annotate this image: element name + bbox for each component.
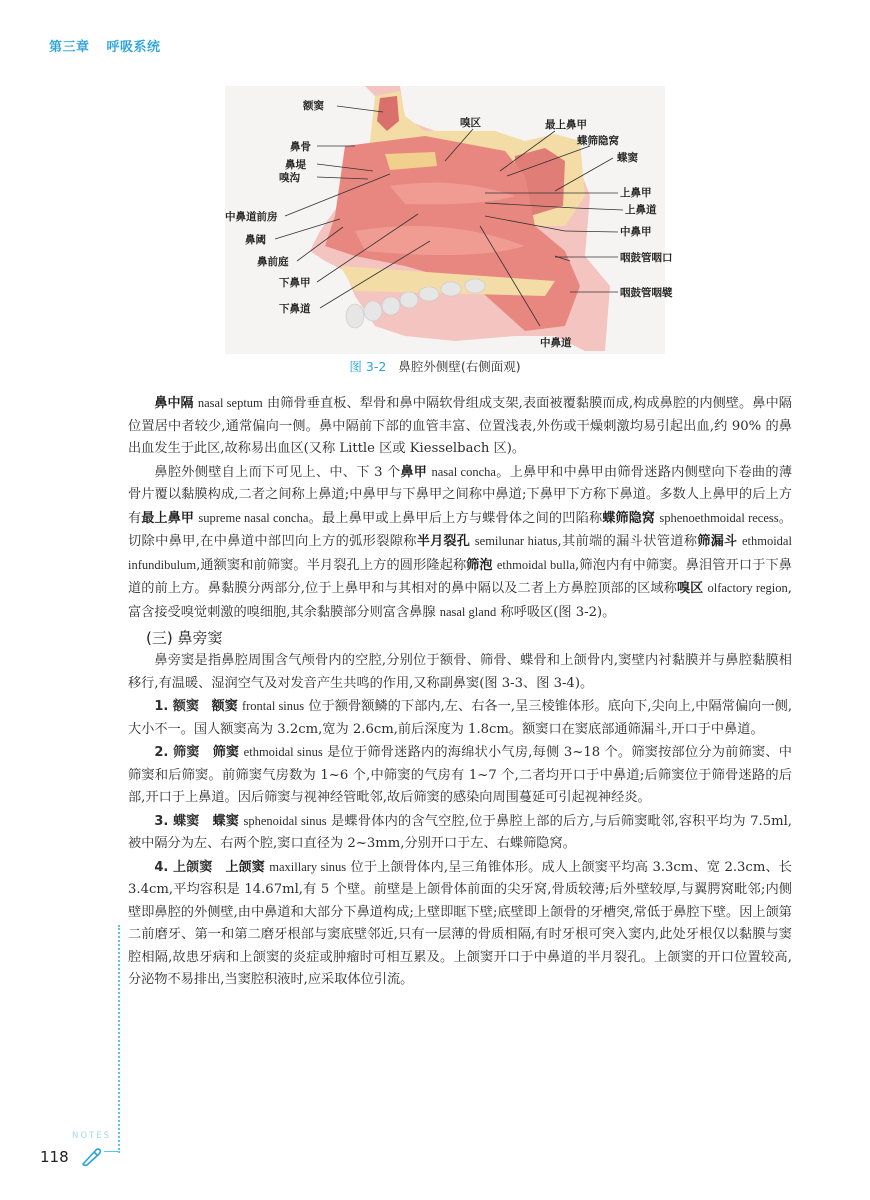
term: 鼻中隔 xyxy=(154,396,194,411)
term-en: nasal septum xyxy=(197,396,263,410)
label-supreme-concha: 最上鼻甲 xyxy=(545,119,587,131)
term: 蝶窦 xyxy=(212,813,240,829)
term: 半月裂孔 xyxy=(416,534,471,549)
section-heading: (三) 鼻旁窦 xyxy=(146,629,223,647)
paragraph-nasal-septum xyxy=(128,392,792,461)
paragraph-lateral-wall xyxy=(128,461,792,625)
notes-divider xyxy=(104,1151,120,1152)
item-maxillary-sinus xyxy=(128,856,792,992)
text-run: 。切除中鼻甲,在中鼻道中部凹向上方的弧形裂隙称 xyxy=(128,510,792,549)
figure-number: 图 3-2 xyxy=(349,359,387,374)
label-inferior-concha: 下鼻甲 xyxy=(279,277,311,289)
text-run: ,筛泡内有中筛窦。鼻泪管开口于下鼻道的前上方。鼻黏膜分两部分,位于上鼻甲和与其相对的鼻中隔以及二者上方鼻腔顶部的区域称 xyxy=(128,557,792,596)
item-frontal-sinus xyxy=(128,695,792,741)
label-atrium-middle-meatus: 中鼻道前房 xyxy=(225,211,278,223)
term-en: semilunar hiatus xyxy=(474,534,558,548)
chapter-title: 呼吸系统 xyxy=(106,40,161,55)
item-text: 是蝶骨体内的含气空腔,位于鼻腔上部的后方,与后筛窦毗邻,容积平均为 7.5ml,被中隔分为左、右两个腔,窦口直径为 2~3mm,分别开口于左、右蝶筛隐窝。 xyxy=(128,813,792,851)
label-torus-tubarius: 咽鼓管咽襞 xyxy=(620,287,673,299)
nasal-cavity-figure xyxy=(225,86,673,354)
term: 上颌窦 xyxy=(225,859,265,875)
term-en: maxillary sinus xyxy=(269,859,347,874)
item-ethmoidal-sinus xyxy=(128,741,792,810)
term-en: ethmoidal sinus xyxy=(243,745,323,759)
label-sphenoid-sinus: 蝶窦 xyxy=(617,152,638,164)
label-middle-concha: 中鼻甲 xyxy=(620,226,652,238)
label-olfactory-region: 嗅区 xyxy=(460,117,481,129)
term-en: nasal concha xyxy=(431,464,496,479)
item-text: 是位于筛骨迷路内的海绵状小气房,每侧 3~18 个。筛窦按部位分为前筛窦、中筛窦和后筛窦。前筛窦气房数为 1~6 个,中筛窦的气房有 1~7 个,二者均开口于中鼻道;后筛窦位于筛骨迷路的后部,开口于上鼻道。因后筛窦与视神经管毗邻,故后筛窦的感染向周围蔓延可引起视神经炎。 xyxy=(128,745,792,805)
label-superior-concha: 上鼻甲 xyxy=(620,187,652,199)
term: 筛窦 xyxy=(212,745,240,760)
label-nasal-bone: 鼻骨 xyxy=(290,141,311,153)
item-heading: 1. 额窦 xyxy=(154,699,199,714)
label-limen-nasi: 鼻阈 xyxy=(245,234,266,246)
term-en: ethmoidal infundibulum xyxy=(128,534,792,572)
nasal-cavity-illustration xyxy=(225,86,673,354)
label-middle-meatus: 中鼻道 xyxy=(540,337,572,349)
term: 嗅区 xyxy=(676,581,704,596)
page-number: 118 xyxy=(40,1148,69,1166)
text-run: ,其前端的漏斗状管道称 xyxy=(557,534,698,549)
term: 筛泡 xyxy=(466,557,493,573)
item-text: 位于额骨额鳞的下部内,左、右各一,呈三棱锥体形。底向下,尖向上,中隔常偏向一侧,大小不一。国人额窦高为 3.2cm,宽为 2.6cm,前后深度为 1.8cm。额窦口在窦底部通筛漏斗,开口于中鼻道。 xyxy=(128,699,793,737)
text-run: 鼻腔外侧壁自上而下可见上、中、下 3 个 xyxy=(154,464,401,480)
chapter-number: 第三章 xyxy=(49,40,90,55)
label-agger-nasi: 鼻堤 xyxy=(285,159,306,171)
term-en: sphenoethmoidal recess xyxy=(659,510,779,525)
paragraph-paranasal-intro: 鼻旁窦是指鼻腔周围含气颅骨内的空腔,分别位于额骨、筛骨、蝶骨和上颌骨内,窦壁内衬黏膜并与鼻腔黏膜相移行,有温暖、湿润空气及对发音产生共鸣的作用,又称副鼻窦(图 3-3、图 3-4)。 xyxy=(128,653,792,691)
label-inferior-meatus: 下鼻道 xyxy=(279,303,311,315)
chapter-header xyxy=(49,36,173,55)
term-en: frontal sinus xyxy=(241,699,305,713)
pencil-icon xyxy=(80,1146,102,1166)
term: 鼻甲 xyxy=(400,464,428,480)
body-text xyxy=(128,392,792,992)
label-pharyngeal-opening: 咽鼓管咽口 xyxy=(620,252,673,264)
notes-margin-line xyxy=(118,925,120,1153)
figure-caption xyxy=(0,357,870,375)
item-heading: 4. 上颌窦 xyxy=(154,859,213,875)
term-en: supreme nasal concha xyxy=(198,510,309,525)
figure-title: 鼻腔外侧壁(右侧面观) xyxy=(398,359,521,374)
text-run: 。最上鼻甲或上鼻甲后上方与蝶骨体之间的凹陷称 xyxy=(308,510,603,526)
text-run: ,通额窦和前筛窦。半月裂孔上方的圆形隆起称 xyxy=(196,557,467,573)
term: 蝶筛隐窝 xyxy=(602,510,656,526)
label-frontal-sinus: 额窦 xyxy=(303,100,324,112)
item-text: 位于上颌骨体内,呈三角锥体形。成人上颌窦平均高 3.3cm、宽 2.3cm、长 3.4cm,平均容积是 14.67ml,有 5 个壁。前壁是上颌骨体前面的尖牙窝,骨质较薄;后外壁较厚,与翼腭窝毗邻;内侧壁即鼻腔的外侧壁,由中鼻道和大部分下鼻道构成;上壁即眶下壁;底壁即上颌骨的牙槽突,常低于鼻腔下壁。因上颌第二前磨牙、第一和第二磨牙根部与窦底壁邻近,只有一层薄的骨质相隔,有时牙根可突入窦内,此处牙根仅以黏膜与窦腔相隔,故患牙病和上颌窦的炎症或肿瘤时可相互累及。上颌窦开口于中鼻道的半月裂孔。上颌窦的开口位置较高,分泌物不易排出,当窦腔积液时,应采取体位引流。 xyxy=(128,859,792,987)
term-en: sphenoidal sinus xyxy=(243,813,327,828)
paragraph-text: 由筛骨垂直板、犁骨和鼻中隔软骨组成支架,表面被覆黏膜而成,构成鼻腔的内侧壁。鼻中隔位置居中者较少,通常偏向一侧。鼻中隔前下部的血管丰富、位置浅表,外伤或干燥刺激均易引起出血,约 90% 的鼻出血发生于此区,故称易出血区(又称 Little 区或 Kiesselbach 区)。 xyxy=(128,396,792,456)
term-en: nasal gland xyxy=(439,604,497,619)
term: 筛漏斗 xyxy=(697,534,738,549)
notes-label: NOTES xyxy=(72,1131,112,1141)
label-olfactory-sulcus: 嗅沟 xyxy=(279,172,300,184)
text-run: ,富含接受嗅觉刺激的嗅细胞,其余黏膜部分则富含鼻腺 xyxy=(128,581,792,620)
term-en: olfactory region xyxy=(707,581,788,595)
label-superior-meatus: 上鼻道 xyxy=(625,204,657,216)
term: 额窦 xyxy=(211,699,238,714)
item-heading: 2. 筛窦 xyxy=(154,745,200,760)
item-sphenoidal-sinus xyxy=(128,810,792,856)
label-sphenoethmoidal-recess: 蝶筛隐窝 xyxy=(577,135,619,147)
item-heading: 3. 蝶窦 xyxy=(154,813,200,829)
text-run: 称呼吸区(图 3-2)。 xyxy=(500,604,616,620)
label-nasal-vestibule: 鼻前庭 xyxy=(257,256,289,268)
text-run: 。上鼻甲和中鼻甲由筛骨迷路内侧壁向下卷曲的薄骨片覆以黏膜构成,二者之间称上鼻道;中鼻甲与下鼻甲之间称中鼻道;下鼻甲下方称下鼻道。多数人上鼻甲的后上方有 xyxy=(128,464,793,526)
term: 最上鼻甲 xyxy=(141,510,195,526)
term-en: ethmoidal bulla xyxy=(496,557,576,572)
